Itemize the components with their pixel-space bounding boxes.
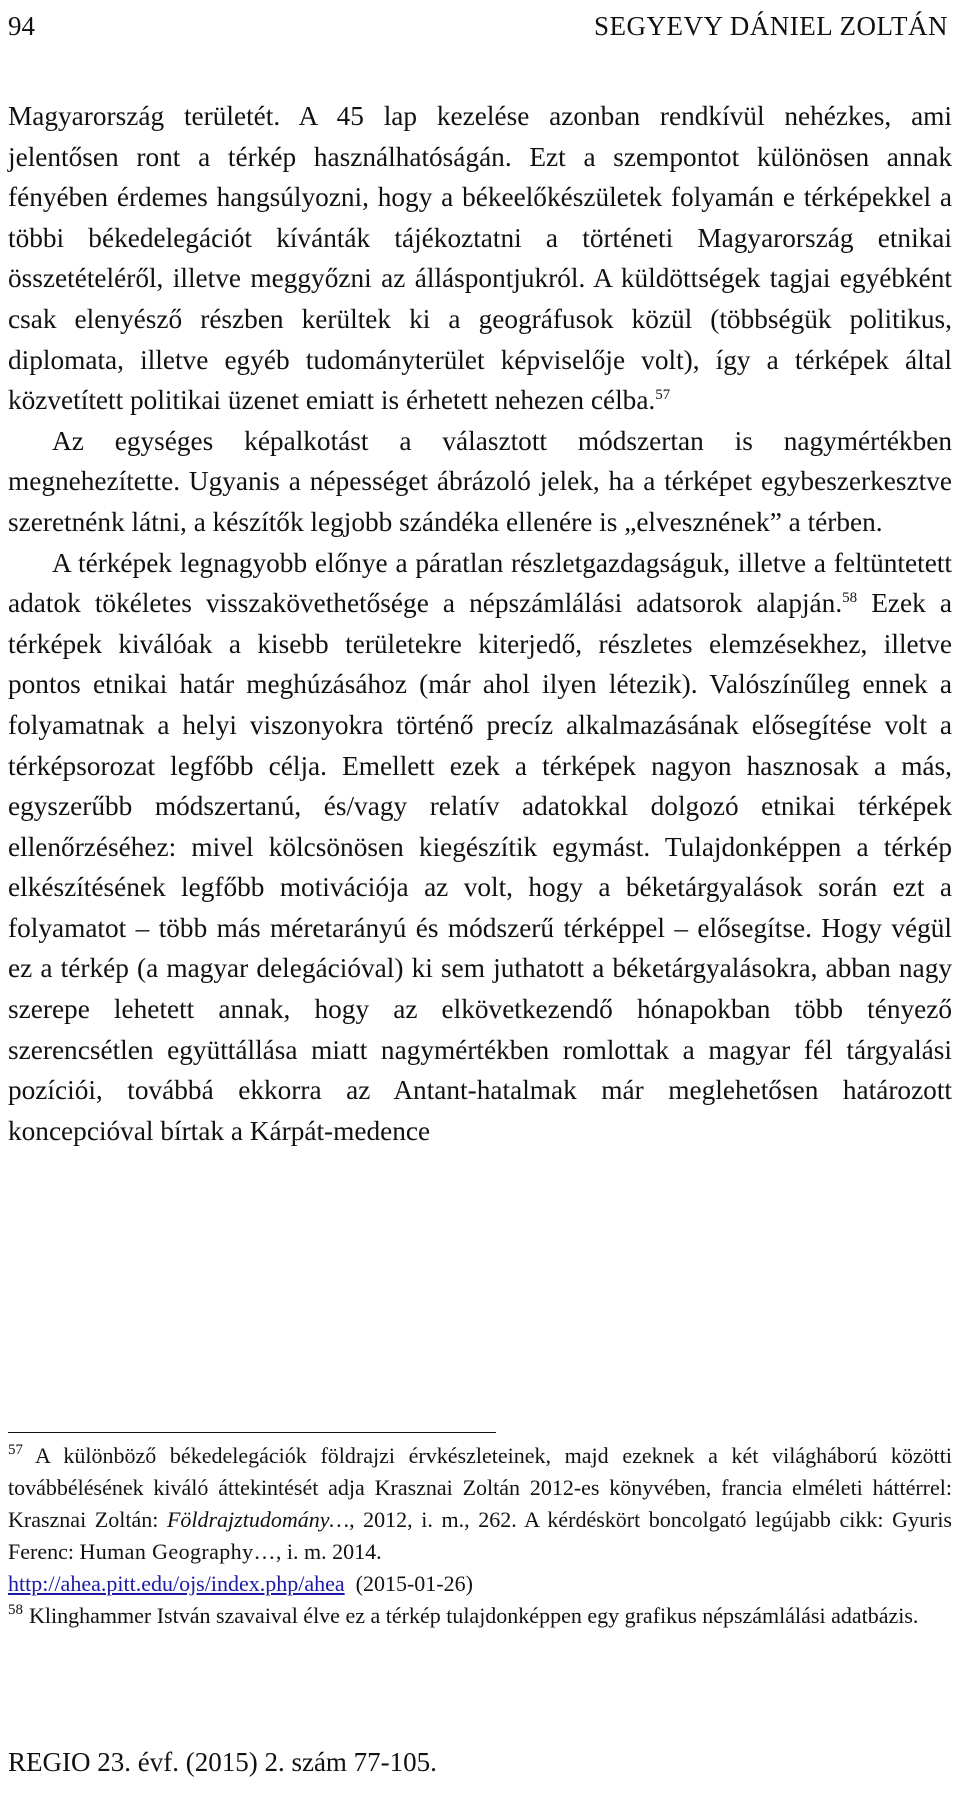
footnote-57 [8,1440,952,1600]
footnote-57-date: (2015-01-26) [355,1571,473,1596]
paragraph-1-text: Magyarország területét. A 45 lap kezelése azonban rendkívül nehézkes, ami jelentősen ront a térkép használhatóságán. Ezt a szempontot különösen annak fényében érdemes hangsúlyozni, hogy a békeelőkészületek folyamán e térképekkel a többi békedelegációt kívánták tájékoztatni a történeti Magyarország etnikai összetételéről, illetve meggyőzni az álláspontjukról. A küldöttségek tagjai egyébként csak elenyésző részben kerültek ki a geográfusok közül (többségük politikus, diplomata, illetve egyéb tudományterület képviselője volt), így a térképek által közvetített politikai üzenet emiatt is érhetett nehezen célba. [8,101,952,416]
running-header-author: SEGYEVY DÁNIEL ZOLTÁN [594,11,948,41]
footnote-57-italic-title: Földrajztudomány… [166,1507,350,1532]
footnote-ref-57[interactable]: 57 [655,386,671,403]
paragraph-3-text-a: A térképek legnagyobb előnye a páratlan részletgazdagságuk, illetve a feltüntetett adatok tökéletes visszakövethetősége a népszámlálási adatsorok alapján. [8,547,952,619]
paragraph-1 [8,96,952,421]
journal-citation-footer: REGIO 23. évf. (2015) 2. szám 77-105. [8,1747,437,1777]
document-page [8,0,952,1800]
running-header [8,6,952,46]
paragraph-2: Az egységes képalkotást a választott módszertan is nagymértékben megnehezítette. Ugyanis a népességet ábrázoló jelek, ha a térképet egybeszerkesztve szeretnénk látni, a készítők legjobb szándéka ellenére is „elvesznének” a térben. [8,425,952,537]
footnote-57-spaced-title: Human Geography… [79,1539,276,1564]
footnote-separator [8,1432,496,1433]
page-number: 94 [8,11,35,41]
footnote-57-text-a: A különböző békedelegációk földrajzi érvkészleteinek, majd ezeknek a két világháború közötti továbbélésének kiváló áttekintését adja Krasznai Zoltán 2012-es könyvében, francia elméleti háttérrel: Krasznai Zoltán: [8,1443,952,1532]
footnotes [8,1440,952,1632]
paragraph-3-text-b: Ezek a térképek kiválóak a kisebb területekre kiterjedő, részletes elemzésekhez, illetve pontos etnikai határ meghúzásához (már ahol ilyen létezik). Valószínűleg ennek a folyamatnak a helyi viszonyokra történő precíz alkalmazásának elősegítése volt a térképsorozat legfőbb célja. Emellett ezek a térképek nagyon hasznosak a más, egyszerűbb módszertanú, és/vagy relatív adatokkal dolgozó etnikai térképek ellenőrzéséhez: mivel kölcsönösen kiegészítik egymást. Tulajdonképpen a térkép elkészítésének legfőbb motivációja az volt, hogy a béketárgyalások során ezt a folyamatot – több más méretarányú és módszerű térképpel – elősegítse. Hogy végül ez a térkép (a magyar delegációval) ki sem juthatott a béketárgyalásokra, abban nagy szerepe lehetett annak, hogy az elkövetkezendő hónapokban több tényező szerencsétlen együttállása miatt nagymértékben romlottak a magyar fél tárgyalási pozíciói, továbbá ekkorra az Antant-hatalmak már meglehetősen határozott koncepcióval bírtak a Kárpát-medence [8,588,952,1146]
footnote-number: 58 [8,1602,23,1618]
body-text [8,96,952,1151]
footnote-57-link[interactable]: http://ahea.pitt.edu/ojs/index.php/ahea [8,1571,345,1596]
footnote-58-text: Klinghammer István szavaival élve ez a térkép tulajdonképpen egy grafikus népszámlálási adatbázis. [29,1603,919,1628]
footnote-number: 57 [8,1442,23,1458]
footnote-57-text-c: , i. m. 2014. [275,1539,382,1564]
footnote-57-text-b: , 2012, i. m., 262. A kérdéskört boncolgató legújabb cikk: Gyuris Ferenc: [8,1507,952,1564]
footnote-58 [8,1600,952,1632]
paragraph-3 [8,543,952,1152]
footnote-ref-58[interactable]: 58 [842,589,858,606]
